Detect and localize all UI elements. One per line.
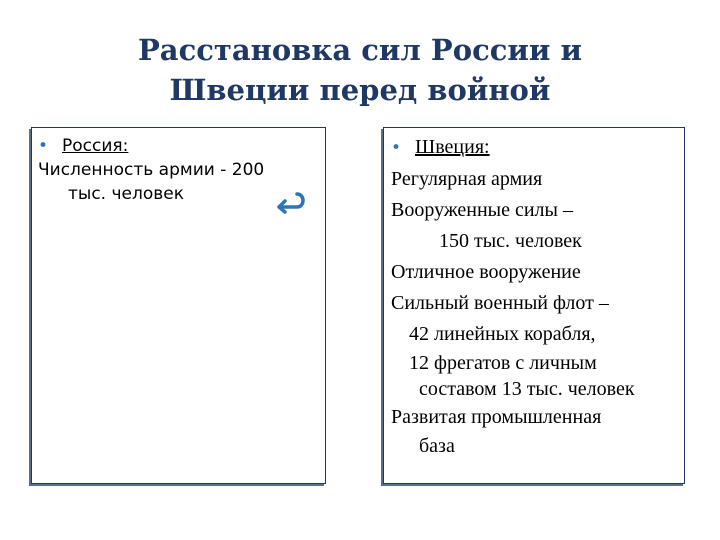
russia-heading-row bbox=[38, 134, 325, 158]
sweden-heading-row bbox=[391, 132, 684, 164]
sweden-heading: Швеция: bbox=[415, 136, 490, 158]
bullet-icon: • bbox=[391, 138, 402, 158]
sweden-fleet-ships: 42 линейных корабля, bbox=[409, 323, 596, 345]
russia-army-size: Численность армии - 200 bbox=[38, 160, 265, 180]
title-line-1: Расстановка сил России и bbox=[137, 33, 583, 67]
russia-panel bbox=[31, 127, 326, 484]
bullet-icon: • bbox=[38, 136, 49, 156]
sweden-regular-army: Регулярная армия bbox=[391, 168, 543, 190]
sweden-weapons: Отличное вооружение bbox=[391, 261, 581, 283]
russia-heading: Россия: bbox=[62, 136, 129, 156]
return-arrow-icon[interactable] bbox=[275, 190, 307, 214]
sweden-fleet-frigates: 12 фрегатов с личным bbox=[409, 352, 597, 374]
russia-army-size-cont: тыс. человек bbox=[68, 184, 184, 204]
sweden-text bbox=[384, 128, 684, 459]
sweden-fleet-crew: составом 13 тыс. человек bbox=[419, 378, 635, 400]
sweden-panel bbox=[383, 127, 685, 484]
sweden-industry: Развитая промышленная bbox=[391, 406, 602, 428]
sweden-fleet: Сильный военный флот – bbox=[391, 292, 609, 314]
slide-title bbox=[0, 30, 720, 110]
sweden-industry-cont: база bbox=[419, 435, 455, 457]
sweden-armed-forces: Вооруженные силы – bbox=[391, 199, 573, 221]
title-line-2: Швеции перед войной bbox=[169, 73, 551, 107]
sweden-armed-forces-count: 150 тыс. человек bbox=[439, 230, 582, 252]
